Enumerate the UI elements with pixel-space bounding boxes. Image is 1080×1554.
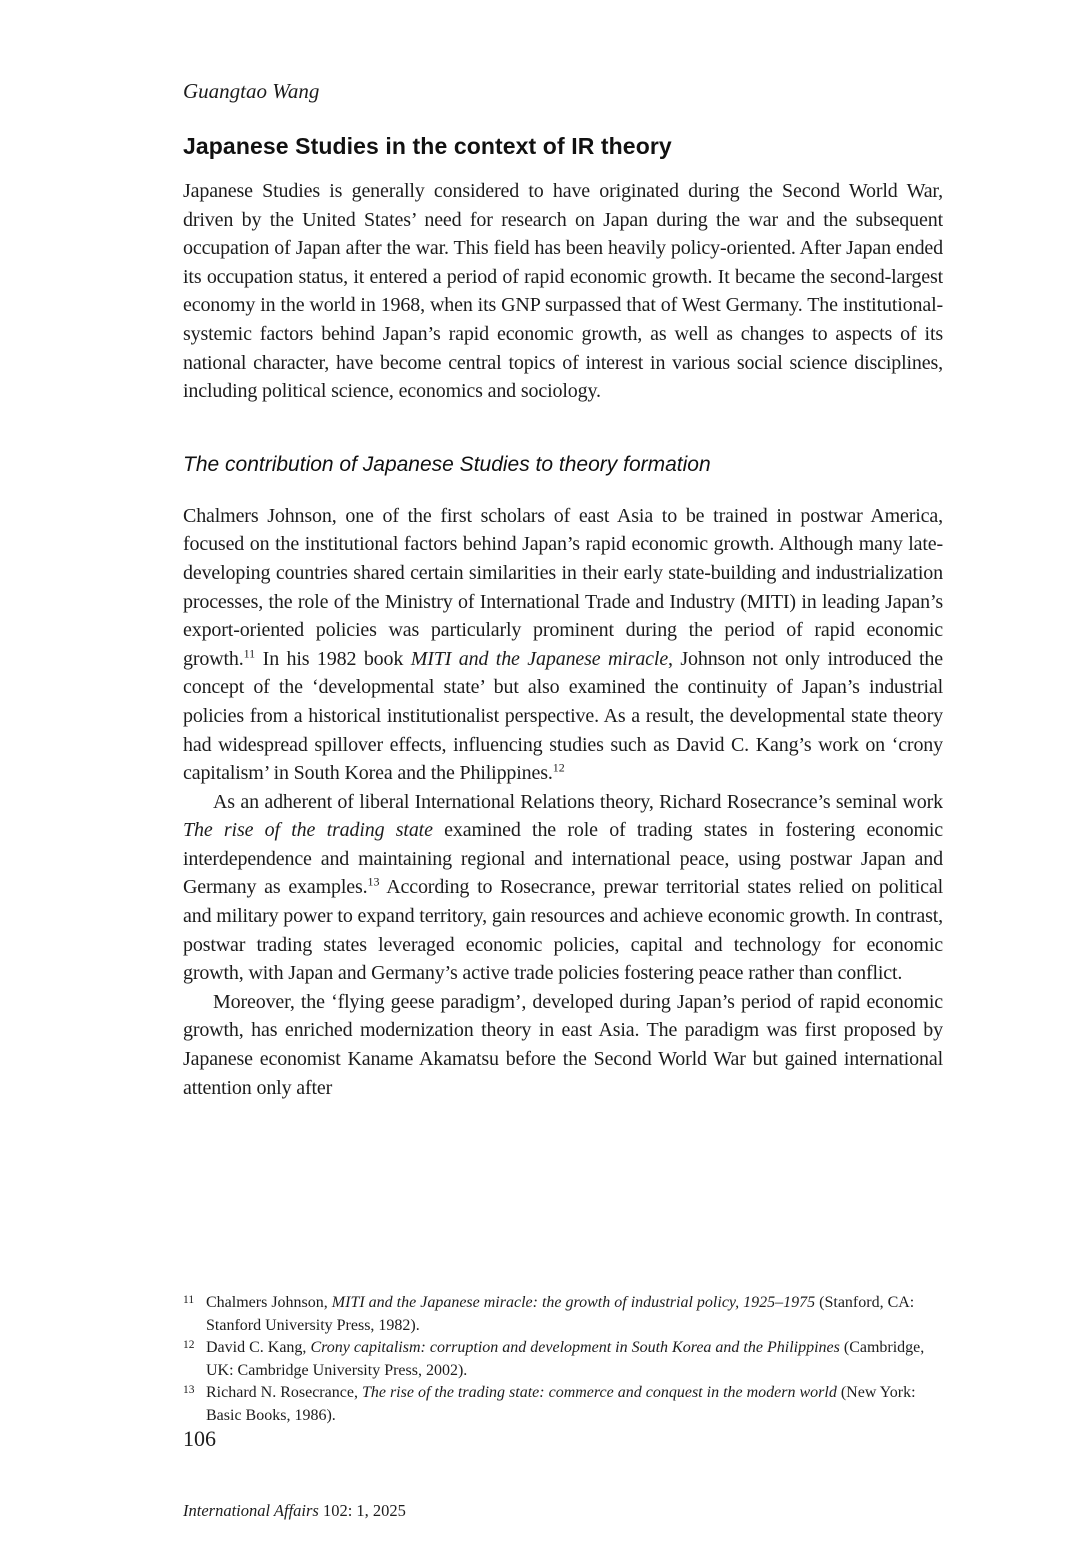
footnote-number: 11: [183, 1294, 195, 1306]
footnote-number: 13: [183, 1384, 195, 1396]
italic-text: The rise of the trading state: [183, 819, 433, 842]
italic-text: International Affairs: [183, 1501, 319, 1520]
footnote: [183, 1292, 953, 1337]
body-paragraph: [183, 788, 943, 988]
body-paragraph: [183, 177, 943, 406]
italic-text: Crony capitalism: corruption and development in South Korea and the Philippines: [310, 1339, 840, 1356]
footnote-reference: 12: [552, 760, 565, 775]
italic-text: MITI and the Japanese miracle: [410, 647, 669, 670]
footnotes: [183, 1292, 953, 1427]
running-header-author: Guangtao Wang: [183, 79, 320, 103]
body-paragraph: [183, 502, 943, 788]
text-run: (New York: Basic Books, 1986).: [206, 1384, 916, 1424]
text-run: Richard N. Rosecrance,: [206, 1384, 362, 1401]
text-run: Moreover, the ‘flying geese paradigm’, developed during Japan’s period of rapid economic growth, has enriched modernization theory in east Asia. The paradigm was first proposed by Japanese economist Kaname Akamatsu before the Second World War but gained international attention only after: [183, 990, 943, 1099]
footnote: [183, 1337, 953, 1382]
text-run: Japanese Studies is generally considered to have originated during the Second World War, driven by the United States’ need for research on Japan during the war and the subsequent occupation of Japan after the war. This field has been heavily policy-oriented. After Japan ended its occupation status, it entered a period of rapid economic growth. It became the second-largest economy in the world in 1968, when its GNP surpassed that of West Germany. The institutional-systemic factors behind Japan’s rapid economic growth, as well as changes to aspects of its national character, have become central topics of interest in various social science disciplines, including political science, economics and sociology.: [183, 180, 943, 403]
italic-text: MITI and the Japanese miracle: the growth of industrial policy, 1925–1975: [331, 1294, 816, 1311]
text-run: examined the role of trading states in fostering economic interdependence and maintaining regional and international peace, using postwar Japan and Germany as examples.: [183, 819, 943, 899]
text-run: David C. Kang,: [206, 1339, 311, 1356]
text-run: Chalmers Johnson,: [206, 1294, 332, 1311]
text-run: As an adherent of liberal International Relations theory, Richard Rosecrance’s seminal work: [213, 790, 943, 813]
footnote-reference: 13: [367, 874, 380, 889]
text-run: , Johnson not only introduced the concept of the ‘developmental state’ but also examined the continuity of Japan’s industrial policies from a historical institutionalist perspective. As a result, the developmental state theory had widespread spillover effects, influencing studies such as David C. Kang’s work on ‘crony capitalism’ in South Korea and the Philippines.: [183, 647, 943, 785]
body-paragraph: [183, 988, 943, 1102]
page-number: 106: [183, 1426, 216, 1451]
footnote-reference: 11: [243, 646, 256, 661]
journal-footer: [183, 1501, 406, 1521]
text-run: 102: 1, 2025: [318, 1501, 406, 1520]
intro-paragraphs: [183, 177, 943, 406]
italic-text: The rise of the trading state: commerce and conquest in the modern world: [361, 1384, 837, 1401]
text-run: Chalmers Johnson, one of the first scholars of east Asia to be trained in postwar America, focused on the institutional factors behind Japan’s rapid economic growth. Although many late-developing countries shared certain similarities in their early state-building and industrialization processes, the role of the Ministry of International Trade and Industry (MITI) in leading Japan’s export-oriented policies was particularly prominent during the period of rapid economic growth.: [183, 504, 943, 670]
subsection-heading: The contribution of Japanese Studies to theory formation: [183, 452, 711, 476]
text-run: In his 1982 book: [255, 647, 411, 670]
footnote-number: 12: [183, 1339, 195, 1351]
footnote: [183, 1382, 953, 1427]
text-run: (Stanford, CA: Stanford University Press, 1982).: [206, 1294, 915, 1334]
section-heading: Japanese Studies in the context of IR theory: [183, 133, 672, 159]
subsection-paragraphs: [183, 502, 943, 1102]
text-run: According to Rosecrance, prewar territorial states relied on political and military power to expand territory, gain resources and achieve economic growth. In contrast, postwar trading states leveraged economic policies, capital and technology for economic growth, with Japan and Germany’s active trade policies fostering peace rather than conflict.: [183, 876, 943, 985]
page-content: [183, 78, 943, 1278]
text-run: (Cambridge, UK: Cambridge University Press, 2002).: [206, 1339, 925, 1379]
